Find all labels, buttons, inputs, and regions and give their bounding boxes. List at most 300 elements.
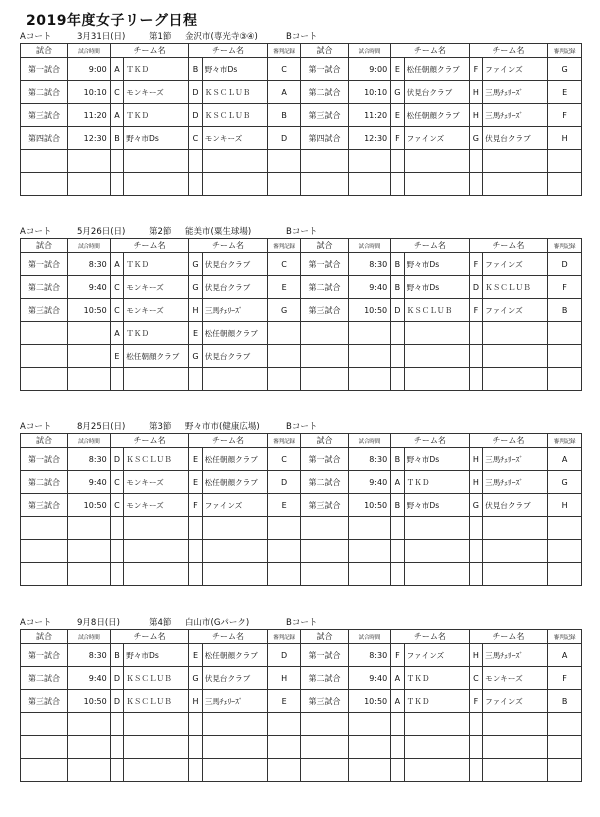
table-cell: H [189,690,202,713]
table-cell [110,563,123,586]
table-cell: G [391,81,404,104]
table-cell: 野々市Ds [404,253,469,276]
table-cell [189,517,202,540]
table-cell: 10:10 [348,81,391,104]
table-cell: モンキーズ [124,81,189,104]
table-cell: ＴＫＤ [124,58,189,81]
table-cell: 第四試合 [21,127,68,150]
table-cell: H [267,667,301,690]
table-cell: ＫＳＣＬＵＢ [202,81,267,104]
table-cell [110,759,123,782]
table-row [21,644,582,667]
table-cell [391,368,404,391]
table-cell [68,759,111,782]
venue-label: 能美市(粟生球場) [185,227,252,237]
table-cell: H [469,81,482,104]
table-cell [301,736,348,759]
table-cell: D [391,299,404,322]
table-cell [202,540,267,563]
table-cell [391,345,404,368]
schedule-block [20,225,582,391]
header-row [21,434,582,448]
table-cell: 第二試合 [301,276,348,299]
table-cell: 第三試合 [21,690,68,713]
table-cell [483,759,548,782]
table-cell: A [391,471,404,494]
table-cell [267,345,301,368]
table-cell [267,713,301,736]
table-cell [469,713,482,736]
table-row [21,173,582,196]
table-cell [548,713,582,736]
table-cell: D [189,104,202,127]
column-header: チーム名 [469,630,548,644]
table-cell: 野々市Ds [202,58,267,81]
table-cell: 三馬ﾁｪﾘｰｽﾞ [483,104,548,127]
schedule-table [20,238,582,391]
table-cell: ＫＳＣＬＵＢ [124,448,189,471]
block-header [20,616,582,629]
table-cell [68,173,111,196]
table-cell: 10:50 [348,299,391,322]
table-cell: 第二試合 [21,276,68,299]
table-cell: E [391,58,404,81]
table-cell [391,150,404,173]
table-cell [348,517,391,540]
table-cell: C [110,276,123,299]
header-row [21,239,582,253]
table-cell [110,736,123,759]
table-cell: ファインズ [202,494,267,517]
table-cell [404,759,469,782]
table-cell: G [548,471,582,494]
table-row [21,81,582,104]
table-cell [391,563,404,586]
column-header: チーム名 [110,239,189,253]
table-cell: ファインズ [483,253,548,276]
table-cell: D [267,471,301,494]
table-cell: 松任朝顔クラブ [202,448,267,471]
column-header: 審判記録 [548,44,582,58]
table-cell [124,563,189,586]
table-cell: 9:40 [68,471,111,494]
match-date: 3月31日(日) [77,32,126,42]
table-cell: モンキーズ [124,276,189,299]
table-cell: ファインズ [404,644,469,667]
court-a-label: Aコート [20,227,52,237]
table-cell: 11:20 [348,104,391,127]
table-cell: G [189,667,202,690]
table-cell [110,173,123,196]
table-cell [189,173,202,196]
table-row [21,368,582,391]
table-cell [391,713,404,736]
table-cell [391,736,404,759]
table-cell [267,322,301,345]
table-cell: 第一試合 [21,58,68,81]
table-cell [404,173,469,196]
table-cell: C [110,299,123,322]
table-cell: 9:00 [348,58,391,81]
table-cell [548,759,582,782]
table-cell [483,540,548,563]
column-header: チーム名 [469,239,548,253]
table-cell: ＫＳＣＬＵＢ [202,104,267,127]
table-cell: 伏見台クラブ [202,345,267,368]
column-header: 試合時間 [348,44,391,58]
table-cell [548,345,582,368]
table-cell [124,517,189,540]
table-cell [548,563,582,586]
column-header: 審判記録 [548,630,582,644]
table-cell [469,517,482,540]
table-cell [202,150,267,173]
table-cell: ＴＫＤ [124,253,189,276]
column-header: 試合 [21,434,68,448]
table-row [21,736,582,759]
table-cell: D [548,253,582,276]
column-header: 試合 [301,44,348,58]
table-cell [124,736,189,759]
table-cell [68,563,111,586]
table-cell: G [469,127,482,150]
table-cell [301,150,348,173]
table-cell [348,759,391,782]
table-cell [548,368,582,391]
court-b-label: Bコート [286,618,318,628]
table-cell: 8:30 [68,644,111,667]
table-cell [202,736,267,759]
table-cell [68,150,111,173]
table-cell [267,517,301,540]
table-row [21,58,582,81]
table-cell: C [267,253,301,276]
court-a-label: Aコート [20,422,52,432]
table-cell [189,759,202,782]
table-cell [21,759,68,782]
table-cell: D [189,81,202,104]
table-cell [404,540,469,563]
table-row [21,299,582,322]
table-cell: B [189,58,202,81]
table-cell [301,345,348,368]
table-cell: F [469,690,482,713]
block-header [20,420,582,433]
table-cell [483,345,548,368]
table-cell: 松任朝顔クラブ [202,471,267,494]
table-cell [21,736,68,759]
table-cell: 伏見台クラブ [483,494,548,517]
venue-label: 金沢市(専光寺③④) [185,32,258,42]
table-cell: 第一試合 [301,58,348,81]
table-cell: 9:40 [348,667,391,690]
table-cell [391,759,404,782]
court-a-label: Aコート [20,32,52,42]
table-cell [348,563,391,586]
table-cell [483,736,548,759]
table-cell [189,736,202,759]
table-row [21,127,582,150]
round-label: 第3節 [149,422,172,432]
table-cell: 10:50 [68,299,111,322]
table-cell [202,517,267,540]
table-cell: G [548,58,582,81]
table-cell [21,517,68,540]
table-cell: 野々市Ds [404,448,469,471]
round-label: 第1節 [149,32,172,42]
table-cell: ファインズ [404,127,469,150]
table-cell [68,713,111,736]
table-cell: 野々市Ds [124,644,189,667]
table-cell [483,713,548,736]
table-cell [110,540,123,563]
table-cell: 三馬ﾁｪﾘｰｽﾞ [202,690,267,713]
court-b-label: Bコート [286,227,318,237]
court-b-label: Bコート [286,422,318,432]
table-cell: E [267,494,301,517]
table-cell [548,736,582,759]
table-cell: 三馬ﾁｪﾘｰｽﾞ [483,448,548,471]
table-cell [301,368,348,391]
header-row [21,44,582,58]
venue-label: 白山市(Gパーク) [185,618,250,628]
table-row [21,104,582,127]
table-cell [469,736,482,759]
table-cell [202,759,267,782]
table-cell: E [267,690,301,713]
page-title: 2019年度女子リーグ日程 [26,13,198,29]
table-cell [21,540,68,563]
table-cell: H [469,471,482,494]
table-cell: 野々市Ds [404,276,469,299]
table-cell [267,563,301,586]
table-cell: 10:50 [348,494,391,517]
column-header: チーム名 [391,44,470,58]
table-cell: 第二試合 [21,667,68,690]
table-row [21,276,582,299]
table-cell: D [110,690,123,713]
table-cell: F [469,58,482,81]
venue-label: 野々市市(健康広場) [185,422,260,432]
table-cell [68,540,111,563]
table-cell [404,150,469,173]
header-row [21,630,582,644]
column-header: チーム名 [189,239,268,253]
table-row [21,690,582,713]
table-cell: ＫＳＣＬＵＢ [404,299,469,322]
column-header: チーム名 [469,434,548,448]
table-cell [110,150,123,173]
table-cell: 9:00 [68,58,111,81]
table-cell: 第三試合 [301,494,348,517]
table-cell: E [110,345,123,368]
table-cell [548,322,582,345]
column-header: 試合時間 [348,434,391,448]
column-header: チーム名 [189,434,268,448]
table-cell [21,345,68,368]
table-cell [404,563,469,586]
table-cell [469,540,482,563]
table-cell [110,368,123,391]
table-cell [189,150,202,173]
table-cell: A [110,104,123,127]
table-cell: A [110,322,123,345]
table-cell: 三馬ﾁｪﾘｰｽﾞ [483,81,548,104]
table-cell: E [548,81,582,104]
table-cell: H [189,299,202,322]
table-cell: 三馬ﾁｪﾘｰｽﾞ [483,644,548,667]
table-cell [189,368,202,391]
table-cell: 伏見台クラブ [202,667,267,690]
table-cell: H [548,494,582,517]
table-row [21,517,582,540]
table-cell [124,150,189,173]
schedule-block [20,30,582,196]
court-a-label: Aコート [20,618,52,628]
table-cell: 第三試合 [21,299,68,322]
table-cell [548,173,582,196]
table-cell: C [469,667,482,690]
match-date: 5月26日(日) [77,227,126,237]
table-cell [548,150,582,173]
table-cell: 第一試合 [301,644,348,667]
table-cell: 12:30 [68,127,111,150]
table-cell: 12:30 [348,127,391,150]
table-cell: G [189,276,202,299]
table-cell: A [110,253,123,276]
table-cell: 10:10 [68,81,111,104]
column-header: チーム名 [110,630,189,644]
table-cell [301,322,348,345]
table-cell: 8:30 [348,644,391,667]
table-cell [469,563,482,586]
table-cell: 9:40 [348,471,391,494]
column-header: 審判記録 [267,44,301,58]
table-cell [548,540,582,563]
column-header: 試合 [301,239,348,253]
table-cell: A [267,81,301,104]
table-cell [301,173,348,196]
court-b-label: Bコート [286,32,318,42]
table-cell: モンキーズ [124,471,189,494]
table-cell [469,345,482,368]
table-cell [483,563,548,586]
table-cell: B [391,253,404,276]
table-cell: 第一試合 [21,253,68,276]
column-header: チーム名 [391,239,470,253]
table-cell: 10:50 [68,690,111,713]
match-date: 9月8日(日) [77,618,120,628]
table-cell: E [189,644,202,667]
schedule-table [20,433,582,586]
table-cell [404,345,469,368]
table-cell: 9:40 [68,276,111,299]
table-cell: 第二試合 [301,81,348,104]
table-cell: 第二試合 [301,471,348,494]
table-cell: B [548,299,582,322]
table-cell: 第三試合 [21,104,68,127]
block-header [20,225,582,238]
table-cell: G [189,345,202,368]
table-cell: D [469,276,482,299]
table-cell: 8:30 [68,448,111,471]
table-cell [469,759,482,782]
table-cell: ＫＳＣＬＵＢ [124,690,189,713]
table-cell: 野々市Ds [404,494,469,517]
table-cell: H [469,448,482,471]
table-cell: ＫＳＣＬＵＢ [483,276,548,299]
table-cell [348,322,391,345]
table-cell: A [548,644,582,667]
table-cell: 第一試合 [21,644,68,667]
table-cell: B [110,127,123,150]
table-cell: 第一試合 [21,448,68,471]
column-header: チーム名 [189,630,268,644]
table-cell [110,517,123,540]
table-cell: ＫＳＣＬＵＢ [124,667,189,690]
table-cell: E [189,322,202,345]
table-row [21,667,582,690]
table-cell [404,368,469,391]
table-cell: F [548,667,582,690]
table-cell: モンキーズ [202,127,267,150]
table-cell [483,173,548,196]
column-header: 試合時間 [68,239,111,253]
table-cell: 8:30 [348,448,391,471]
table-cell: 伏見台クラブ [404,81,469,104]
table-cell [391,173,404,196]
column-header: 試合 [21,44,68,58]
table-cell: F [391,127,404,150]
table-cell [21,322,68,345]
table-cell: D [110,667,123,690]
table-cell [124,368,189,391]
table-cell [267,759,301,782]
column-header: チーム名 [110,434,189,448]
column-header: 試合時間 [68,434,111,448]
table-cell: G [267,299,301,322]
schedule-table [20,43,582,196]
table-cell: F [469,299,482,322]
table-cell [124,759,189,782]
table-cell [391,517,404,540]
table-cell [469,150,482,173]
schedule-block [20,420,582,586]
table-cell: 第二試合 [21,471,68,494]
round-label: 第2節 [149,227,172,237]
column-header: 審判記録 [548,434,582,448]
table-cell: 8:30 [348,253,391,276]
table-row [21,345,582,368]
table-cell [404,736,469,759]
table-cell: ＴＫＤ [404,667,469,690]
table-cell [348,173,391,196]
column-header: 試合 [301,434,348,448]
table-cell [404,517,469,540]
table-cell [469,368,482,391]
table-cell [483,150,548,173]
table-cell [483,368,548,391]
column-header: 試合時間 [348,239,391,253]
column-header: 試合時間 [68,630,111,644]
table-cell: 第三試合 [301,690,348,713]
table-cell: 伏見台クラブ [202,276,267,299]
table-cell: ファインズ [483,690,548,713]
column-header: 試合 [21,630,68,644]
table-cell [202,173,267,196]
table-cell [202,563,267,586]
table-cell [202,713,267,736]
